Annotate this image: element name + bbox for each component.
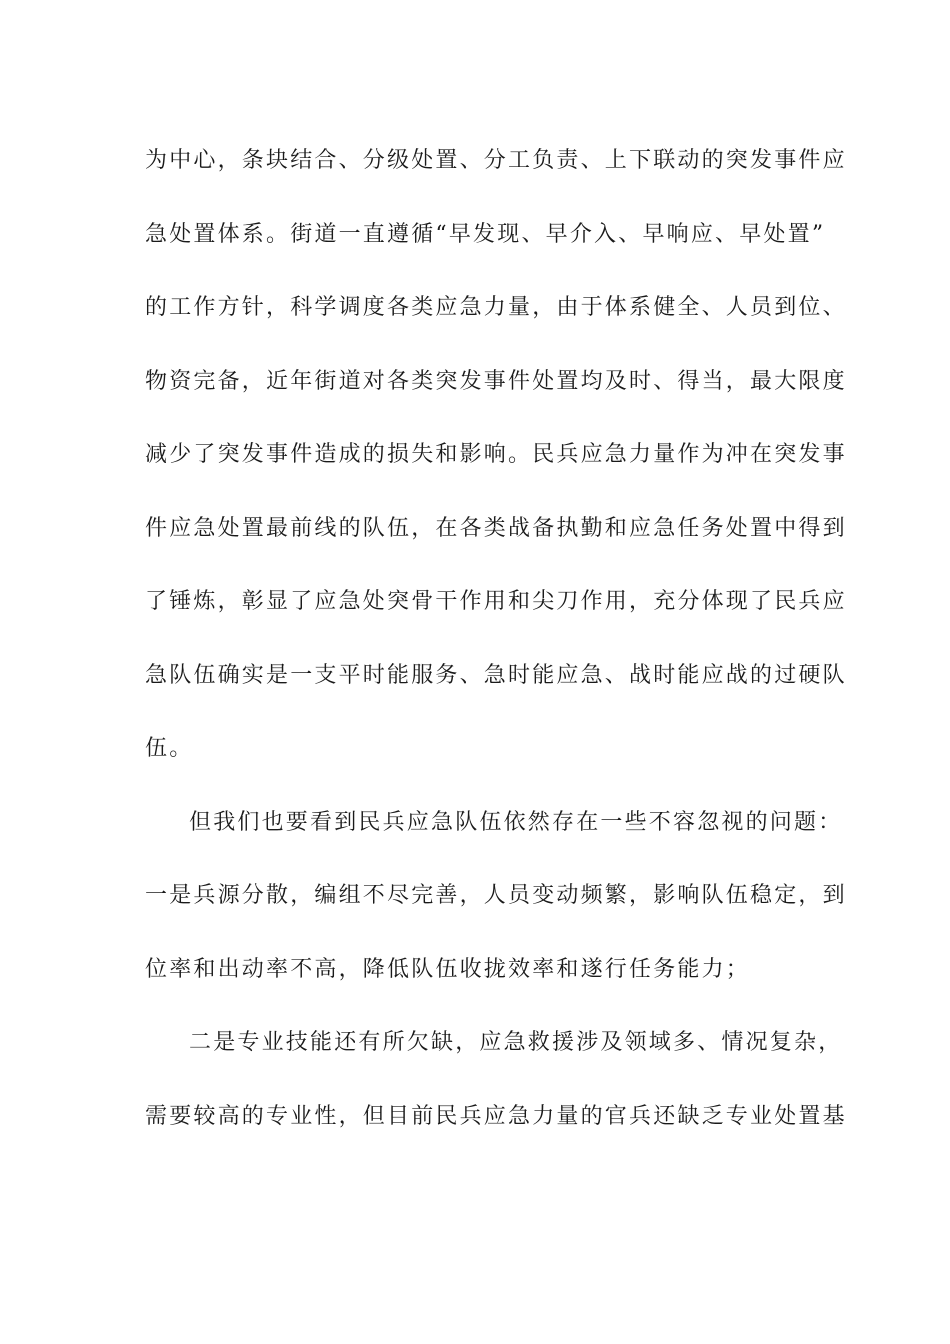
text-line: 的工作方针，科学调度各类应急力量，由于体系健全、人员到位、	[145, 295, 847, 320]
text-line: 位率和出动率不高，降低队伍收拢效率和遂行任务能力；	[145, 956, 751, 982]
text-line: 急队伍确实是一支平时能服务、急时能应急、战时能应战的过硬队	[145, 662, 847, 688]
paragraph-first-line: 但我们也要看到民兵应急队伍依然存在一些不容忽视的问题：	[189, 809, 843, 835]
text-line: 了锤炼，彰显了应急处突骨干作用和尖刀作用，充分体现了民兵应	[145, 589, 847, 614]
text-line: 为中心，条块结合、分级处置、分工负责、上下联动的突发事件应	[145, 148, 847, 173]
text-line: 减少了突发事件造成的损失和影响。民兵应急力量作为冲在突发事	[145, 442, 847, 467]
body-text	[145, 124, 847, 1153]
text-line: 件应急处置最前线的队伍，在各类战备执勤和应急任务处置中得到	[145, 515, 847, 541]
paragraph-first-line: 二是专业技能还有所欠缺，应急救援涉及领域多、情况复杂，	[189, 1030, 843, 1055]
text-line: 物资完备，近年街道对各类突发事件处置均及时、得当，最大限度	[145, 368, 847, 394]
text-line: 伍。	[145, 736, 194, 761]
text-line: 急处置体系。街道一直遵循“早发现、早介入、早响应、早处置”	[145, 221, 826, 247]
text-line: 需要较高的专业性，但目前民兵应急力量的官兵还缺乏专业处置基	[145, 1103, 847, 1129]
text-line: 一是兵源分散，编组不尽完善，人员变动频繁，影响队伍稳定，到	[145, 883, 847, 908]
